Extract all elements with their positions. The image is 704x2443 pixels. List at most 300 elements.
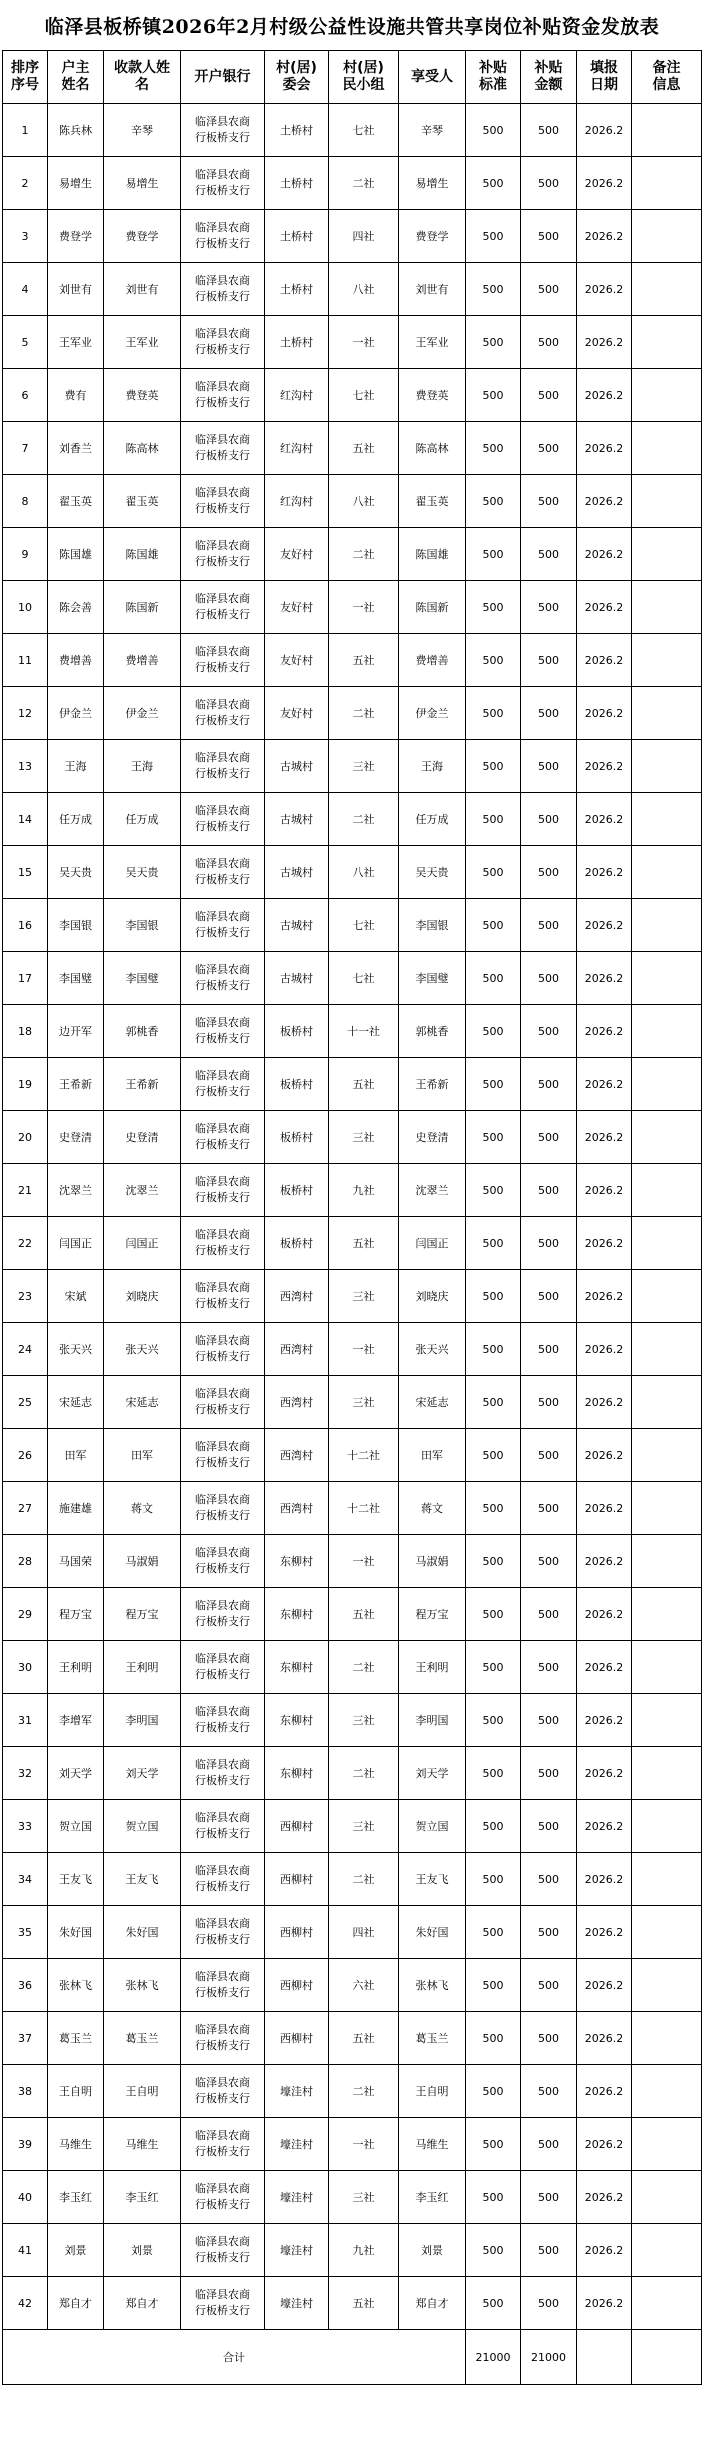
cell-group: 三社: [329, 740, 399, 793]
cell-amount: 500: [521, 1853, 577, 1906]
cell-amount: 500: [521, 1747, 577, 1800]
table-row: [3, 2065, 702, 2118]
cell-amount: 500: [521, 2012, 577, 2065]
cell-beneficiary: 王自明: [399, 2065, 466, 2118]
table-row: [3, 740, 702, 793]
cell-payee: 陈国雄: [104, 528, 181, 581]
cell-village: 壕洼村: [265, 2065, 329, 2118]
cell-beneficiary: 田军: [399, 1429, 466, 1482]
cell-amount: 500: [521, 210, 577, 263]
table-row: [3, 899, 702, 952]
cell-date: 2026.2: [577, 1217, 632, 1270]
header-household-head: 户主 姓名: [48, 51, 104, 104]
header-date: 填报 日期: [577, 51, 632, 104]
cell-amount: 500: [521, 422, 577, 475]
cell-note: [632, 634, 702, 687]
cell-date: 2026.2: [577, 210, 632, 263]
cell-beneficiary: 葛玉兰: [399, 2012, 466, 2065]
cell-standard: 500: [466, 1429, 521, 1482]
cell-beneficiary: 刘景: [399, 2224, 466, 2277]
cell-household-head: 易增生: [48, 157, 104, 210]
cell-note: [632, 1588, 702, 1641]
cell-village: 红沟村: [265, 475, 329, 528]
cell-village: 古城村: [265, 952, 329, 1005]
cell-village: 西湾村: [265, 1429, 329, 1482]
cell-household-head: 刘香兰: [48, 422, 104, 475]
cell-date: 2026.2: [577, 952, 632, 1005]
cell-beneficiary: 伊金兰: [399, 687, 466, 740]
cell-bank: 临泽县农商 行板桥支行: [181, 422, 265, 475]
cell-payee: 费登英: [104, 369, 181, 422]
cell-date: 2026.2: [577, 475, 632, 528]
cell-note: [632, 1111, 702, 1164]
cell-date: 2026.2: [577, 1588, 632, 1641]
cell-group: 九社: [329, 2224, 399, 2277]
table-row: [3, 1005, 702, 1058]
cell-date: 2026.2: [577, 1323, 632, 1376]
cell-note: [632, 1747, 702, 1800]
cell-group: 五社: [329, 422, 399, 475]
cell-note: [632, 2065, 702, 2118]
cell-beneficiary: 刘晓庆: [399, 1270, 466, 1323]
cell-no: 26: [3, 1429, 48, 1482]
cell-bank: 临泽县农商 行板桥支行: [181, 581, 265, 634]
cell-note: [632, 104, 702, 157]
cell-standard: 500: [466, 475, 521, 528]
cell-no: 29: [3, 1588, 48, 1641]
cell-village: 板桥村: [265, 1005, 329, 1058]
cell-beneficiary: 王利明: [399, 1641, 466, 1694]
cell-bank: 临泽县农商 行板桥支行: [181, 2224, 265, 2277]
cell-payee: 张天兴: [104, 1323, 181, 1376]
cell-group: 一社: [329, 2118, 399, 2171]
table-row: [3, 1747, 702, 1800]
table-row: [3, 1429, 702, 1482]
cell-standard: 500: [466, 157, 521, 210]
cell-standard: 500: [466, 528, 521, 581]
cell-village: 西柳村: [265, 1800, 329, 1853]
cell-note: [632, 899, 702, 952]
cell-standard: 500: [466, 210, 521, 263]
header-village: 村(居) 委会: [265, 51, 329, 104]
cell-payee: 程万宝: [104, 1588, 181, 1641]
cell-amount: 500: [521, 104, 577, 157]
cell-household-head: 张天兴: [48, 1323, 104, 1376]
cell-payee: 刘世有: [104, 263, 181, 316]
cell-payee: 史登清: [104, 1111, 181, 1164]
cell-standard: 500: [466, 687, 521, 740]
cell-amount: 500: [521, 1323, 577, 1376]
cell-bank: 临泽县农商 行板桥支行: [181, 316, 265, 369]
cell-beneficiary: 贺立国: [399, 1800, 466, 1853]
cell-standard: 500: [466, 1217, 521, 1270]
cell-payee: 伊金兰: [104, 687, 181, 740]
cell-no: 16: [3, 899, 48, 952]
cell-payee: 李玉红: [104, 2171, 181, 2224]
cell-household-head: 贺立国: [48, 1800, 104, 1853]
cell-household-head: 王友飞: [48, 1853, 104, 1906]
table-row: [3, 263, 702, 316]
cell-bank: 临泽县农商 行板桥支行: [181, 2065, 265, 2118]
cell-household-head: 吴天贵: [48, 846, 104, 899]
table-row: [3, 475, 702, 528]
cell-payee: 沈翠兰: [104, 1164, 181, 1217]
cell-group: 五社: [329, 1217, 399, 1270]
cell-beneficiary: 费增善: [399, 634, 466, 687]
cell-date: 2026.2: [577, 1747, 632, 1800]
cell-beneficiary: 辛琴: [399, 104, 466, 157]
cell-household-head: 刘天学: [48, 1747, 104, 1800]
cell-bank: 临泽县农商 行板桥支行: [181, 263, 265, 316]
cell-note: [632, 2118, 702, 2171]
cell-bank: 临泽县农商 行板桥支行: [181, 1800, 265, 1853]
cell-bank: 临泽县农商 行板桥支行: [181, 1217, 265, 1270]
cell-household-head: 翟玉英: [48, 475, 104, 528]
cell-village: 壕洼村: [265, 2171, 329, 2224]
cell-village: 板桥村: [265, 1217, 329, 1270]
cell-standard: 500: [466, 1959, 521, 2012]
cell-no: 36: [3, 1959, 48, 2012]
cell-group: 三社: [329, 1800, 399, 1853]
cell-bank: 临泽县农商 行板桥支行: [181, 528, 265, 581]
cell-group: 三社: [329, 2171, 399, 2224]
table-row: [3, 316, 702, 369]
cell-village: 西湾村: [265, 1270, 329, 1323]
cell-date: 2026.2: [577, 687, 632, 740]
cell-beneficiary: 沈翠兰: [399, 1164, 466, 1217]
cell-amount: 500: [521, 1005, 577, 1058]
cell-no: 14: [3, 793, 48, 846]
cell-amount: 500: [521, 581, 577, 634]
cell-standard: 500: [466, 1323, 521, 1376]
cell-group: 五社: [329, 1058, 399, 1111]
cell-amount: 500: [521, 157, 577, 210]
table-row: [3, 1376, 702, 1429]
cell-bank: 临泽县农商 行板桥支行: [181, 1747, 265, 1800]
cell-beneficiary: 王希新: [399, 1058, 466, 1111]
table-row: [3, 210, 702, 263]
cell-date: 2026.2: [577, 1482, 632, 1535]
total-date-cell: [577, 2330, 632, 2385]
cell-note: [632, 1164, 702, 1217]
cell-beneficiary: 费登学: [399, 210, 466, 263]
cell-bank: 临泽县农商 行板桥支行: [181, 2277, 265, 2330]
cell-household-head: 王海: [48, 740, 104, 793]
cell-group: 七社: [329, 104, 399, 157]
cell-note: [632, 2224, 702, 2277]
cell-payee: 刘景: [104, 2224, 181, 2277]
document-title: 临泽县板桥镇2026年2月村级公益性设施共管共享岗位补贴资金发放表: [44, 15, 660, 38]
cell-payee: 马维生: [104, 2118, 181, 2171]
cell-no: 13: [3, 740, 48, 793]
cell-no: 17: [3, 952, 48, 1005]
table-row: [3, 1588, 702, 1641]
cell-household-head: 马维生: [48, 2118, 104, 2171]
cell-amount: 500: [521, 316, 577, 369]
cell-amount: 500: [521, 1376, 577, 1429]
cell-amount: 500: [521, 2171, 577, 2224]
table-row: [3, 422, 702, 475]
cell-household-head: 王利明: [48, 1641, 104, 1694]
cell-payee: 王自明: [104, 2065, 181, 2118]
cell-date: 2026.2: [577, 1270, 632, 1323]
total-amount: 21000: [521, 2330, 577, 2385]
cell-group: 二社: [329, 793, 399, 846]
cell-no: 34: [3, 1853, 48, 1906]
cell-no: 40: [3, 2171, 48, 2224]
cell-standard: 500: [466, 2065, 521, 2118]
table-row: [3, 581, 702, 634]
cell-beneficiary: 蒋文: [399, 1482, 466, 1535]
cell-household-head: 施建雄: [48, 1482, 104, 1535]
cell-payee: 郭桃香: [104, 1005, 181, 1058]
cell-beneficiary: 张林飞: [399, 1959, 466, 2012]
cell-group: 六社: [329, 1959, 399, 2012]
cell-village: 友好村: [265, 581, 329, 634]
cell-note: [632, 1800, 702, 1853]
cell-no: 42: [3, 2277, 48, 2330]
cell-payee: 易增生: [104, 157, 181, 210]
cell-amount: 500: [521, 2118, 577, 2171]
table-row: [3, 2118, 702, 2171]
header-group: 村(居) 民小组: [329, 51, 399, 104]
cell-amount: 500: [521, 899, 577, 952]
cell-amount: 500: [521, 1058, 577, 1111]
cell-date: 2026.2: [577, 2065, 632, 2118]
cell-note: [632, 1641, 702, 1694]
cell-no: 32: [3, 1747, 48, 1800]
table-row: [3, 2277, 702, 2330]
cell-amount: 500: [521, 952, 577, 1005]
cell-payee: 朱好国: [104, 1906, 181, 1959]
cell-beneficiary: 费登英: [399, 369, 466, 422]
table-row: [3, 2171, 702, 2224]
cell-no: 31: [3, 1694, 48, 1747]
cell-household-head: 伊金兰: [48, 687, 104, 740]
cell-no: 39: [3, 2118, 48, 2171]
cell-bank: 临泽县农商 行板桥支行: [181, 2118, 265, 2171]
cell-village: 古城村: [265, 899, 329, 952]
cell-payee: 吴天贵: [104, 846, 181, 899]
cell-no: 18: [3, 1005, 48, 1058]
cell-village: 西湾村: [265, 1376, 329, 1429]
cell-standard: 500: [466, 634, 521, 687]
cell-household-head: 闫国正: [48, 1217, 104, 1270]
cell-date: 2026.2: [577, 2118, 632, 2171]
cell-note: [632, 1217, 702, 1270]
cell-payee: 李国璧: [104, 952, 181, 1005]
cell-group: 五社: [329, 2277, 399, 2330]
cell-standard: 500: [466, 1641, 521, 1694]
cell-beneficiary: 史登清: [399, 1111, 466, 1164]
table-row: [3, 952, 702, 1005]
cell-no: 2: [3, 157, 48, 210]
cell-group: 十二社: [329, 1482, 399, 1535]
cell-bank: 临泽县农商 行板桥支行: [181, 1641, 265, 1694]
cell-note: [632, 369, 702, 422]
cell-beneficiary: 程万宝: [399, 1588, 466, 1641]
cell-standard: 500: [466, 2118, 521, 2171]
cell-standard: 500: [466, 1853, 521, 1906]
cell-no: 10: [3, 581, 48, 634]
cell-date: 2026.2: [577, 2224, 632, 2277]
cell-payee: 刘天学: [104, 1747, 181, 1800]
cell-village: 红沟村: [265, 422, 329, 475]
cell-group: 七社: [329, 952, 399, 1005]
cell-beneficiary: 李明国: [399, 1694, 466, 1747]
cell-no: 6: [3, 369, 48, 422]
cell-household-head: 费有: [48, 369, 104, 422]
cell-date: 2026.2: [577, 1111, 632, 1164]
cell-household-head: 李增军: [48, 1694, 104, 1747]
cell-bank: 临泽县农商 行板桥支行: [181, 634, 265, 687]
cell-village: 土桥村: [265, 104, 329, 157]
cell-amount: 500: [521, 1535, 577, 1588]
cell-group: 三社: [329, 1376, 399, 1429]
cell-group: 一社: [329, 316, 399, 369]
cell-note: [632, 1270, 702, 1323]
cell-date: 2026.2: [577, 899, 632, 952]
cell-village: 土桥村: [265, 263, 329, 316]
cell-no: 20: [3, 1111, 48, 1164]
cell-no: 33: [3, 1800, 48, 1853]
cell-standard: 500: [466, 740, 521, 793]
cell-note: [632, 1853, 702, 1906]
cell-date: 2026.2: [577, 422, 632, 475]
cell-note: [632, 1058, 702, 1111]
cell-amount: 500: [521, 1111, 577, 1164]
cell-bank: 临泽县农商 行板桥支行: [181, 1005, 265, 1058]
cell-village: 西柳村: [265, 1906, 329, 1959]
cell-amount: 500: [521, 528, 577, 581]
cell-household-head: 马国荣: [48, 1535, 104, 1588]
cell-village: 东柳村: [265, 1588, 329, 1641]
cell-standard: 500: [466, 2277, 521, 2330]
cell-village: 东柳村: [265, 1694, 329, 1747]
cell-bank: 临泽县农商 行板桥支行: [181, 1694, 265, 1747]
cell-group: 一社: [329, 581, 399, 634]
cell-payee: 王海: [104, 740, 181, 793]
cell-no: 38: [3, 2065, 48, 2118]
cell-group: 二社: [329, 2065, 399, 2118]
cell-beneficiary: 张天兴: [399, 1323, 466, 1376]
cell-standard: 500: [466, 952, 521, 1005]
cell-standard: 500: [466, 2012, 521, 2065]
cell-household-head: 宋斌: [48, 1270, 104, 1323]
table-row: [3, 1058, 702, 1111]
cell-note: [632, 1323, 702, 1376]
cell-date: 2026.2: [577, 369, 632, 422]
cell-date: 2026.2: [577, 2277, 632, 2330]
cell-beneficiary: 马维生: [399, 2118, 466, 2171]
cell-note: [632, 793, 702, 846]
cell-group: 三社: [329, 1111, 399, 1164]
cell-beneficiary: 翟玉英: [399, 475, 466, 528]
cell-bank: 临泽县农商 行板桥支行: [181, 1111, 265, 1164]
cell-beneficiary: 刘世有: [399, 263, 466, 316]
cell-household-head: 王希新: [48, 1058, 104, 1111]
cell-bank: 临泽县农商 行板桥支行: [181, 1959, 265, 2012]
table-row: [3, 1641, 702, 1694]
cell-standard: 500: [466, 1164, 521, 1217]
cell-amount: 500: [521, 1482, 577, 1535]
cell-note: [632, 1694, 702, 1747]
cell-bank: 临泽县农商 行板桥支行: [181, 899, 265, 952]
cell-group: 八社: [329, 263, 399, 316]
cell-no: 35: [3, 1906, 48, 1959]
cell-amount: 500: [521, 2277, 577, 2330]
cell-note: [632, 1429, 702, 1482]
total-note-cell: [632, 2330, 702, 2385]
cell-payee: 马淑娟: [104, 1535, 181, 1588]
table-row: [3, 528, 702, 581]
cell-standard: 500: [466, 846, 521, 899]
header-beneficiary: 享受人: [399, 51, 466, 104]
cell-note: [632, 1906, 702, 1959]
cell-no: 7: [3, 422, 48, 475]
cell-household-head: 费登学: [48, 210, 104, 263]
header-bank: 开户银行: [181, 51, 265, 104]
cell-standard: 500: [466, 1482, 521, 1535]
cell-household-head: 宋延志: [48, 1376, 104, 1429]
table-row: [3, 1535, 702, 1588]
table-row: [3, 1959, 702, 2012]
cell-amount: 500: [521, 740, 577, 793]
cell-note: [632, 2171, 702, 2224]
cell-amount: 500: [521, 1959, 577, 2012]
cell-beneficiary: 刘天学: [399, 1747, 466, 1800]
cell-no: 9: [3, 528, 48, 581]
cell-household-head: 刘景: [48, 2224, 104, 2277]
cell-payee: 蒋文: [104, 1482, 181, 1535]
cell-amount: 500: [521, 1906, 577, 1959]
cell-note: [632, 2277, 702, 2330]
cell-note: [632, 687, 702, 740]
cell-group: 五社: [329, 1588, 399, 1641]
cell-beneficiary: 王友飞: [399, 1853, 466, 1906]
cell-standard: 500: [466, 2171, 521, 2224]
cell-beneficiary: 陈高林: [399, 422, 466, 475]
cell-amount: 500: [521, 475, 577, 528]
cell-standard: 500: [466, 1800, 521, 1853]
cell-standard: 500: [466, 1270, 521, 1323]
cell-group: 二社: [329, 1853, 399, 1906]
cell-date: 2026.2: [577, 1853, 632, 1906]
cell-household-head: 李国银: [48, 899, 104, 952]
cell-bank: 临泽县农商 行板桥支行: [181, 1482, 265, 1535]
cell-payee: 费增善: [104, 634, 181, 687]
cell-village: 西柳村: [265, 1853, 329, 1906]
cell-no: 27: [3, 1482, 48, 1535]
cell-date: 2026.2: [577, 740, 632, 793]
cell-standard: 500: [466, 1694, 521, 1747]
cell-amount: 500: [521, 1429, 577, 1482]
cell-amount: 500: [521, 263, 577, 316]
cell-date: 2026.2: [577, 157, 632, 210]
cell-group: 五社: [329, 2012, 399, 2065]
cell-household-head: 陈会善: [48, 581, 104, 634]
cell-group: 三社: [329, 1694, 399, 1747]
cell-village: 板桥村: [265, 1111, 329, 1164]
cell-no: 24: [3, 1323, 48, 1376]
cell-group: 八社: [329, 475, 399, 528]
cell-village: 板桥村: [265, 1164, 329, 1217]
cell-payee: 任万成: [104, 793, 181, 846]
cell-no: 19: [3, 1058, 48, 1111]
cell-date: 2026.2: [577, 1429, 632, 1482]
cell-standard: 500: [466, 422, 521, 475]
cell-no: 8: [3, 475, 48, 528]
